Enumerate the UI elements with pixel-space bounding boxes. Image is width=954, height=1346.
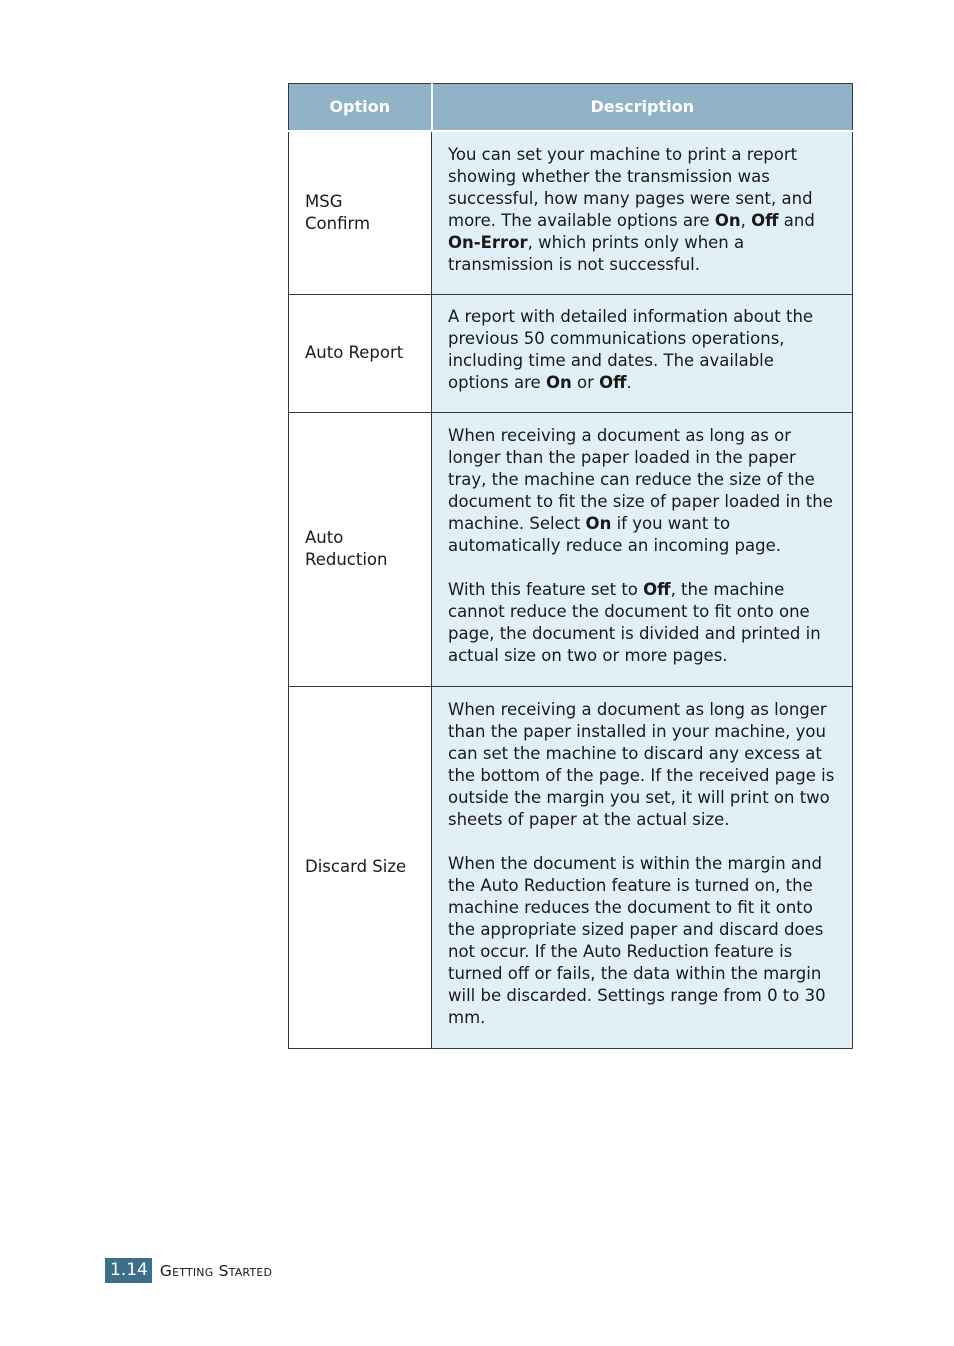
description-paragraph: When receiving a document as long as longer than the paper installed in your machine, you can set the machine to discard any excess at the bottom of the page. If the received page is outside the margin you set, it will print on two sheets of paper at the actual size. bbox=[448, 700, 835, 829]
description-paragraph: A report with detailed information about the previous 50 communications operations, including time and dates. The available options are On or Off. bbox=[448, 307, 814, 392]
table-header-row bbox=[289, 84, 853, 132]
options-table bbox=[288, 83, 853, 1049]
page-number: 1.14 bbox=[105, 1258, 152, 1283]
option-cell: Auto Reduction bbox=[289, 412, 432, 686]
description-paragraph: With this feature set to Off, the machine cannot reduce the document to fit onto one page, the document is divided and printed in actual size on two or more pages. bbox=[448, 580, 821, 665]
option-value: Off bbox=[751, 210, 779, 230]
section-title: Getting Started bbox=[159, 1261, 273, 1280]
option-value: On bbox=[714, 210, 741, 230]
table-row bbox=[289, 294, 853, 412]
option-value: On bbox=[585, 514, 612, 533]
table-row bbox=[289, 131, 853, 294]
option-value: On-Error bbox=[448, 232, 528, 252]
option-value: Off bbox=[643, 580, 671, 599]
page-footer bbox=[105, 1258, 272, 1283]
option-cell: MSG Confirm bbox=[289, 131, 432, 294]
description-paragraph: When receiving a document as long as or longer than the paper loaded in the paper tray, the machine can reduce the size of the document to fit the size of paper loaded in the machine. Select On if you want to automatically reduce an incoming page. bbox=[448, 426, 833, 555]
description-column-header: Description bbox=[432, 84, 853, 132]
option-value: On bbox=[545, 373, 572, 392]
description-paragraph: When the document is within the margin and the Auto Reduction feature is turned on, the machine reduces the document to fit it onto the appropriate sized paper and discard does not occur. If the Auto Reduction feature is turned off or fails, the data within the margin will be discarded. Settings range from 0 to 30 mm. bbox=[448, 854, 826, 1027]
option-cell: Auto Report bbox=[289, 294, 432, 412]
option-cell: Discard Size bbox=[289, 686, 432, 1048]
description-cell bbox=[432, 412, 853, 686]
option-column-header: Option bbox=[289, 84, 432, 132]
description-cell bbox=[432, 686, 853, 1048]
table-row bbox=[289, 412, 853, 686]
description-cell bbox=[432, 294, 853, 412]
description-cell bbox=[432, 131, 853, 294]
option-value: Off bbox=[599, 373, 627, 392]
description-paragraph: You can set your machine to print a report showing whether the transmission was successful, how many pages were sent, and more. The available options are On, Off and On-Error, which prints only when a transmission is not successful. bbox=[448, 144, 815, 274]
table-row bbox=[289, 686, 853, 1048]
